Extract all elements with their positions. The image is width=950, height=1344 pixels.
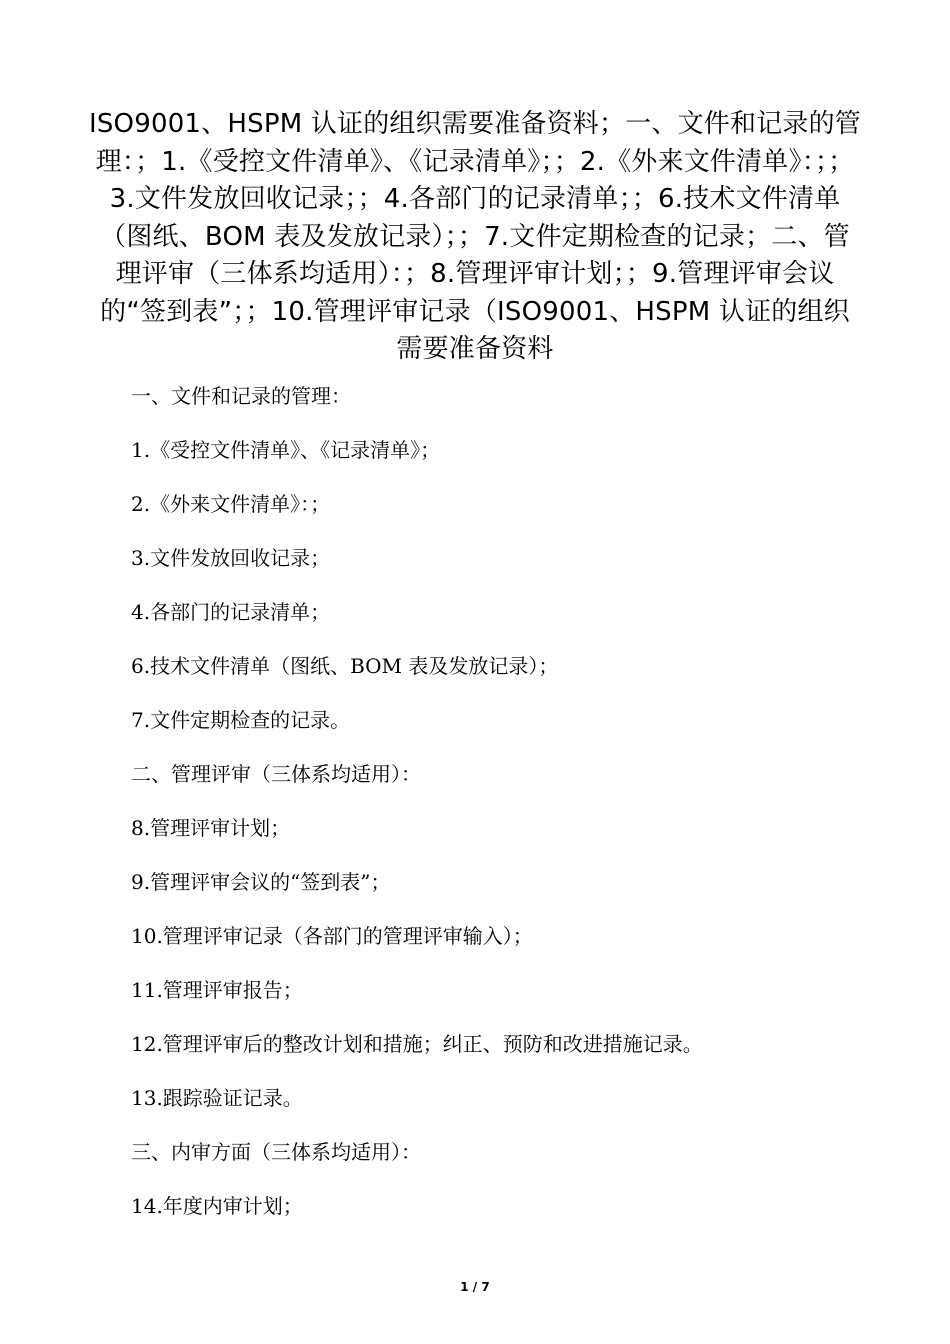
body-line: 12.管理评审后的整改计划和措施；纠正、预防和改进措施记录。 (131, 1032, 703, 1056)
document-body (131, 378, 851, 1242)
body-line: 3.文件发放回收记录； (131, 546, 331, 570)
page-indicator: 1 / 7 (460, 1280, 490, 1294)
body-line: 4.各部门的记录清单； (131, 600, 331, 624)
body-line: 6.技术文件清单（图纸、BOM 表及发放记录）； (131, 654, 559, 678)
body-line: 一、文件和记录的管理： (131, 384, 351, 408)
body-line: 7.文件定期检查的记录。 (131, 708, 351, 732)
body-line: 2.《外来文件清单》：； (131, 492, 331, 516)
body-line: 11.管理评审报告； (131, 978, 303, 1002)
body-line: 10.管理评审记录（各部门的管理评审输入）； (131, 924, 533, 948)
body-line: 1.《受控文件清单》、《记录清单》； (131, 438, 441, 462)
body-line: 二、管理评审（三体系均适用）： (131, 762, 421, 786)
body-line: 9.管理评审会议的“签到表”； (131, 870, 391, 894)
document-title: ISO9001、HSPM 认证的组织需要准备资料；一、文件和记录的管理：；1.《受控文件清单》、《记录清单》；；2.《外来文件清单》：；；3.文件发放回收记录；；4.各部门的记录清单；；6.技术文件清单（图纸、BOM 表及发放记录）；；7.文件定期检查的记录；二、管理评审（三体系均适用）：；8.管理评审计划；；9.管理评审会议的“签到表”；；10.管理评审记录（ISO9001、HSPM 认证的组织需要准备资料 (88, 109, 862, 364)
body-line: 13.跟踪验证记录。 (131, 1086, 303, 1110)
body-line: 14.年度内审计划； (131, 1194, 303, 1218)
body-line: 三、内审方面（三体系均适用）： (131, 1140, 421, 1164)
body-line: 8.管理评审计划； (131, 816, 291, 840)
